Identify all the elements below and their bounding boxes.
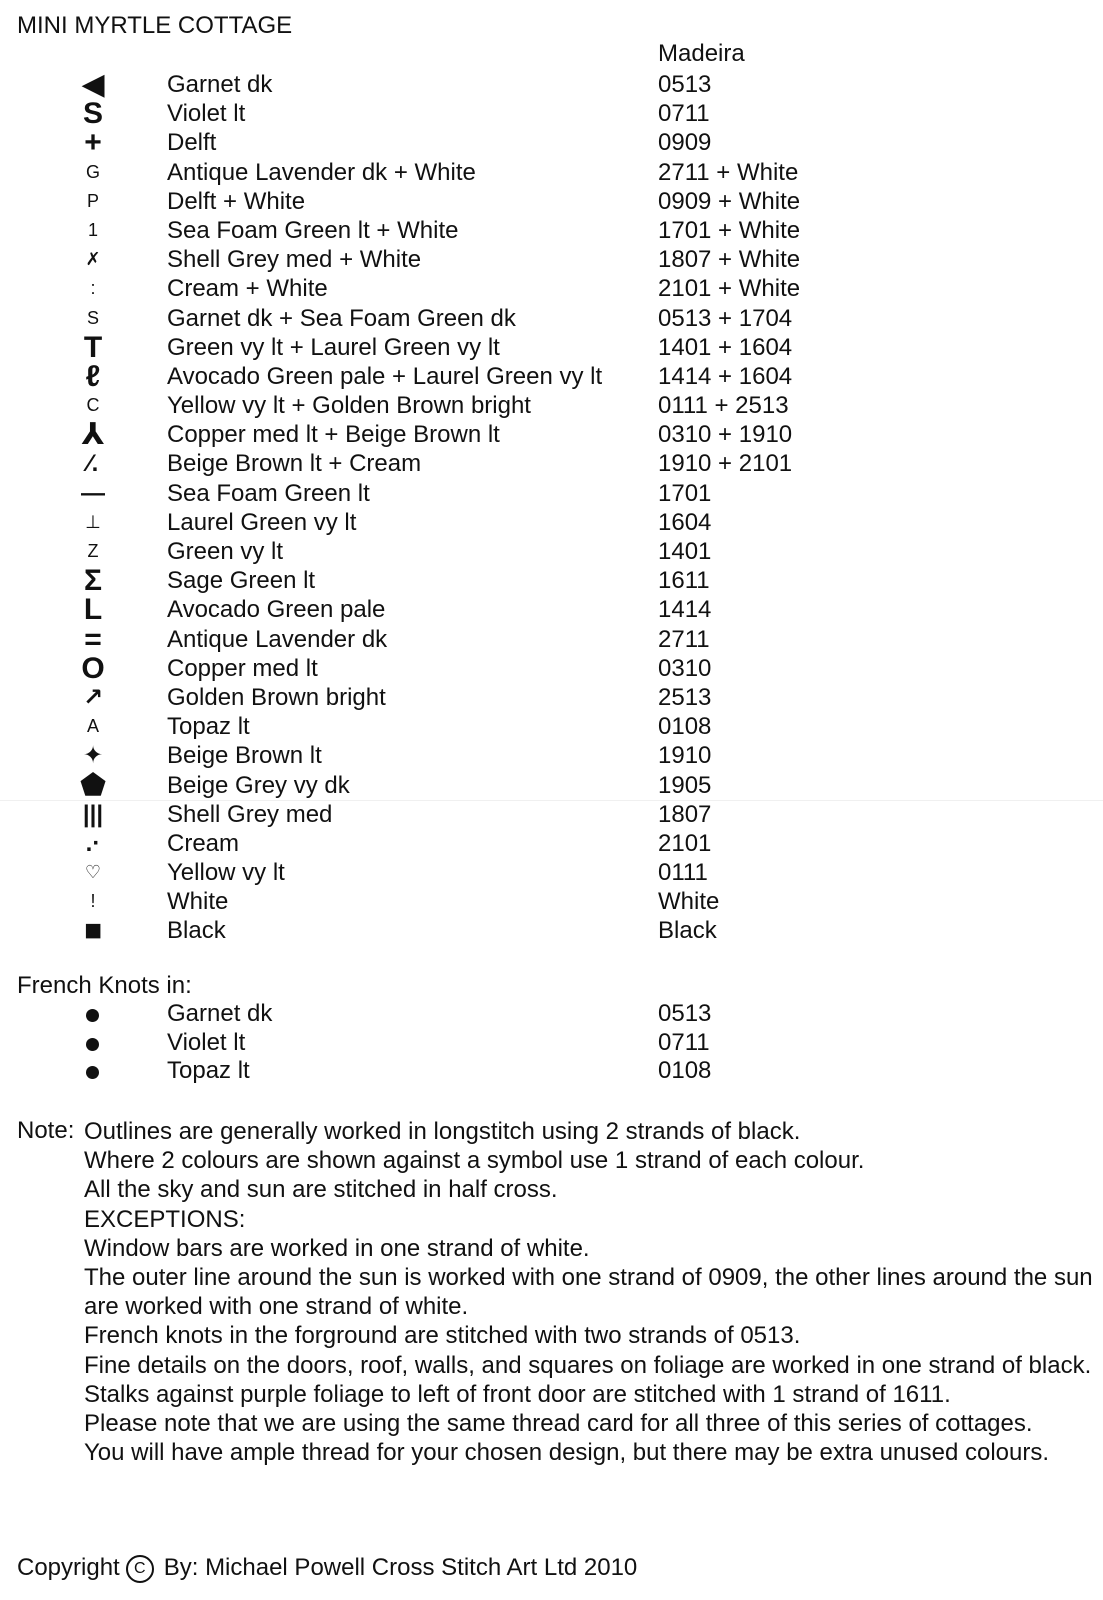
thread-legend [0, 70, 1103, 946]
legend-row [0, 622, 1103, 656]
legend-symbol: ✗ [85, 249, 101, 270]
legend-row [0, 158, 1103, 187]
legend-colour-name: Copper med lt + Beige Brown lt [167, 421, 500, 449]
french-knots-heading: French Knots in: [17, 972, 192, 999]
legend-symbol: ↗ [82, 683, 104, 711]
legend-symbol: A [86, 716, 99, 737]
legend-symbol: P [86, 190, 99, 211]
legend-row [0, 126, 1103, 160]
legend-row [0, 187, 1103, 216]
legend-colour-name: Copper med lt [167, 654, 318, 682]
legend-symbol: G [85, 161, 100, 182]
legend-thread-code: 1910 + 2101 [658, 450, 793, 478]
page-title: MINI MYRTLE COTTAGE [17, 12, 293, 39]
bullet-dot-icon [86, 1009, 99, 1022]
legend-thread-code: 0513 + 1704 [658, 304, 793, 332]
legend-thread-code: 0108 [658, 713, 712, 741]
french-knot-row [0, 1029, 1103, 1058]
legend-row [0, 564, 1103, 598]
legend-colour-name: Antique Lavender dk + White [167, 158, 476, 186]
legend-row [0, 712, 1103, 741]
legend-colour-name: Black [167, 917, 226, 945]
legend-colour-name: Delft [167, 129, 217, 157]
legend-symbol: : [90, 278, 96, 299]
legend-thread-code: 0111 [658, 859, 708, 887]
legend-symbol: Σ [83, 564, 102, 598]
legend-symbol: S [86, 307, 99, 328]
legend-colour-name: Cream [167, 829, 240, 857]
legend-colour-name: Avocado Green pale [167, 596, 386, 624]
legend-thread-code: 0513 [658, 71, 712, 98]
legend-symbol: ✦ [82, 742, 104, 770]
french-knot-colour-name: Violet lt [167, 1028, 246, 1056]
legend-symbol: ! [90, 891, 96, 912]
legend-thread-code: 1701 [658, 479, 712, 507]
legend-colour-name: Cream + White [167, 275, 328, 303]
legend-thread-code: 2711 + White [658, 158, 799, 186]
legend-row [0, 508, 1103, 537]
legend-symbol: ◀ [81, 68, 105, 101]
legend-thread-code: 1905 [658, 771, 712, 799]
note-line: Outlines are generally worked in longstitch using 2 strands of black. [84, 1118, 801, 1145]
legend-row [0, 97, 1103, 131]
french-knots-list [0, 1000, 1103, 1086]
notes-block [84, 1117, 1099, 1467]
legend-row [0, 216, 1103, 245]
legend-thread-code: 0310 [658, 654, 712, 682]
legend-row [0, 800, 1103, 829]
legend-symbol: C [86, 395, 100, 416]
legend-row [0, 245, 1103, 274]
legend-thread-code: 2101 [658, 829, 712, 857]
note-line: EXCEPTIONS: [84, 1205, 246, 1233]
note-line: Fine details on the doors, roof, walls, and squares on foliage are worked in one strand of black. [84, 1351, 1092, 1379]
legend-colour-name: Shell Grey med [167, 800, 333, 828]
legend-row [0, 683, 1103, 712]
legend-row [0, 70, 1103, 99]
legend-row [0, 768, 1103, 802]
legend-colour-name: Shell Grey med + White [167, 246, 422, 274]
thread-brand-header: Madeira [658, 40, 745, 67]
legend-symbol: Z [87, 541, 99, 561]
legend-thread-code: 2711 [658, 625, 710, 653]
legend-row [0, 418, 1103, 452]
note-line: French knots in the forground are stitched with two strands of 0513. [84, 1322, 801, 1350]
legend-row [0, 829, 1103, 858]
legend-thread-code: 1910 [658, 742, 712, 770]
copyright-icon: C [126, 1555, 154, 1583]
bullet-dot-icon [86, 1066, 99, 1079]
legend-symbol: ■ [83, 914, 103, 948]
legend-row [0, 887, 1103, 916]
legend-symbol: ℓ [85, 359, 101, 393]
legend-thread-code: 1604 [658, 508, 712, 536]
legend-thread-code: 0711 [658, 100, 710, 128]
legend-colour-name: Garnet dk [167, 71, 273, 98]
french-knot-thread-code: 0711 [658, 1028, 710, 1056]
legend-thread-code: 1414 + 1604 [658, 362, 793, 390]
legend-colour-name: Beige Grey vy dk [167, 771, 350, 799]
legend-colour-name: Green vy lt + Laurel Green vy lt [167, 333, 500, 361]
legend-thread-code: 1701 + White [658, 216, 801, 244]
legend-colour-name: Sage Green lt [167, 567, 316, 595]
legend-colour-name: White [167, 888, 229, 916]
legend-row [0, 330, 1103, 364]
legend-colour-name: Golden Brown bright [167, 683, 386, 711]
copyright-line [17, 1554, 637, 1583]
bullet-dot-icon [86, 1038, 99, 1051]
note-line: Stalks against purple foliage to left of front door are stitched with 1 strand of 1611. [84, 1380, 951, 1408]
legend-colour-name: Garnet dk + Sea Foam Green dk [167, 304, 516, 332]
legend-row [0, 274, 1103, 303]
note-line: Window bars are worked in one strand of white. [84, 1234, 590, 1262]
legend-colour-name: Sea Foam Green lt + White [167, 216, 459, 244]
note-line: Please note that we are using the same thread card for all three of this series of cottages. [84, 1410, 1033, 1438]
legend-thread-code: White [658, 888, 720, 916]
legend-row [0, 304, 1103, 333]
legend-colour-name: Avocado Green pale + Laurel Green vy lt [167, 362, 603, 390]
legend-colour-name: Yellow vy lt + Golden Brown bright [167, 392, 531, 420]
legend-symbol: ⅄ [81, 418, 105, 452]
legend-symbol: O [81, 651, 105, 685]
legend-row [0, 359, 1103, 393]
legend-colour-name: Green vy lt [167, 538, 284, 565]
legend-colour-name: Laurel Green vy lt [167, 508, 357, 536]
legend-row [0, 479, 1103, 508]
legend-symbol: + [84, 126, 102, 160]
legend-thread-code: 0111 + 2513 [658, 392, 789, 420]
legend-symbol: L [83, 593, 103, 627]
legend-thread-code: 2101 + White [658, 275, 801, 303]
legend-symbol: S [82, 97, 103, 131]
legend-symbol: 1 [87, 219, 98, 240]
note-line: All the sky and sun are stitched in half cross. [84, 1176, 558, 1204]
french-knot-colour-name: Garnet dk [167, 1000, 273, 1027]
legend-row [0, 651, 1103, 685]
french-knot-row [0, 1000, 1103, 1029]
note-line: The outer line around the sun is worked with one strand of 0909, the other lines around the sun are worked with one strand of white. [84, 1264, 1093, 1321]
legend-thread-code: 0909 + White [658, 187, 801, 215]
legend-thread-code: 1807 [658, 800, 712, 828]
note-line: You will have ample thread for your chosen design, but there may be extra unused colours. [84, 1439, 1050, 1467]
legend-colour-name: Beige Brown lt + Cream [167, 450, 422, 478]
legend-colour-name: Antique Lavender dk [167, 625, 388, 653]
legend-symbol: ⬟ [80, 768, 107, 802]
french-knot-colour-name: Topaz lt [167, 1057, 250, 1084]
legend-symbol: ||| [82, 800, 104, 828]
legend-colour-name: Yellow vy lt [167, 859, 285, 887]
legend-colour-name: Sea Foam Green lt [167, 479, 370, 507]
legend-row [0, 537, 1103, 566]
legend-row [0, 741, 1103, 770]
legend-row [0, 449, 1103, 478]
legend-thread-code: Black [658, 917, 717, 945]
legend-symbol: .· [85, 829, 101, 857]
legend-colour-name: Violet lt [167, 100, 246, 128]
legend-thread-code: 1401 [658, 538, 712, 565]
legend-symbol: ♡ [84, 862, 102, 883]
legend-colour-name: Beige Brown lt [167, 742, 322, 770]
legend-colour-name: Delft + White [167, 187, 306, 215]
legend-thread-code: 1401 + 1604 [658, 333, 793, 361]
legend-thread-code: 1414 [658, 596, 712, 624]
french-knot-thread-code: 0513 [658, 1000, 712, 1027]
french-knot-thread-code: 0108 [658, 1057, 712, 1084]
legend-thread-code: 2513 [658, 683, 712, 711]
legend-symbol: ⁄. [87, 450, 99, 478]
legend-symbol: — [81, 479, 105, 507]
legend-thread-code: 1807 + White [658, 246, 801, 274]
legend-row [0, 858, 1103, 887]
copyright-text: By: Michael Powell Cross Stitch Art Ltd 2010 [163, 1554, 638, 1581]
french-knot-row [0, 1057, 1103, 1086]
legend-symbol: ⊥ [85, 511, 101, 532]
legend-thread-code: 0909 [658, 129, 712, 157]
legend-colour-name: Topaz lt [167, 713, 250, 741]
copyright-label: Copyright [17, 1554, 120, 1581]
legend-thread-code: 1611 [658, 567, 710, 595]
note-line: Where 2 colours are shown against a symbol use 1 strand of each colour. [84, 1147, 865, 1175]
legend-thread-code: 0310 + 1910 [658, 421, 793, 449]
legend-row [0, 914, 1103, 948]
note-label: Note: [17, 1117, 75, 1144]
legend-symbol: = [84, 622, 102, 656]
legend-row [0, 391, 1103, 420]
legend-row [0, 593, 1103, 627]
legend-symbol: T [83, 330, 103, 364]
